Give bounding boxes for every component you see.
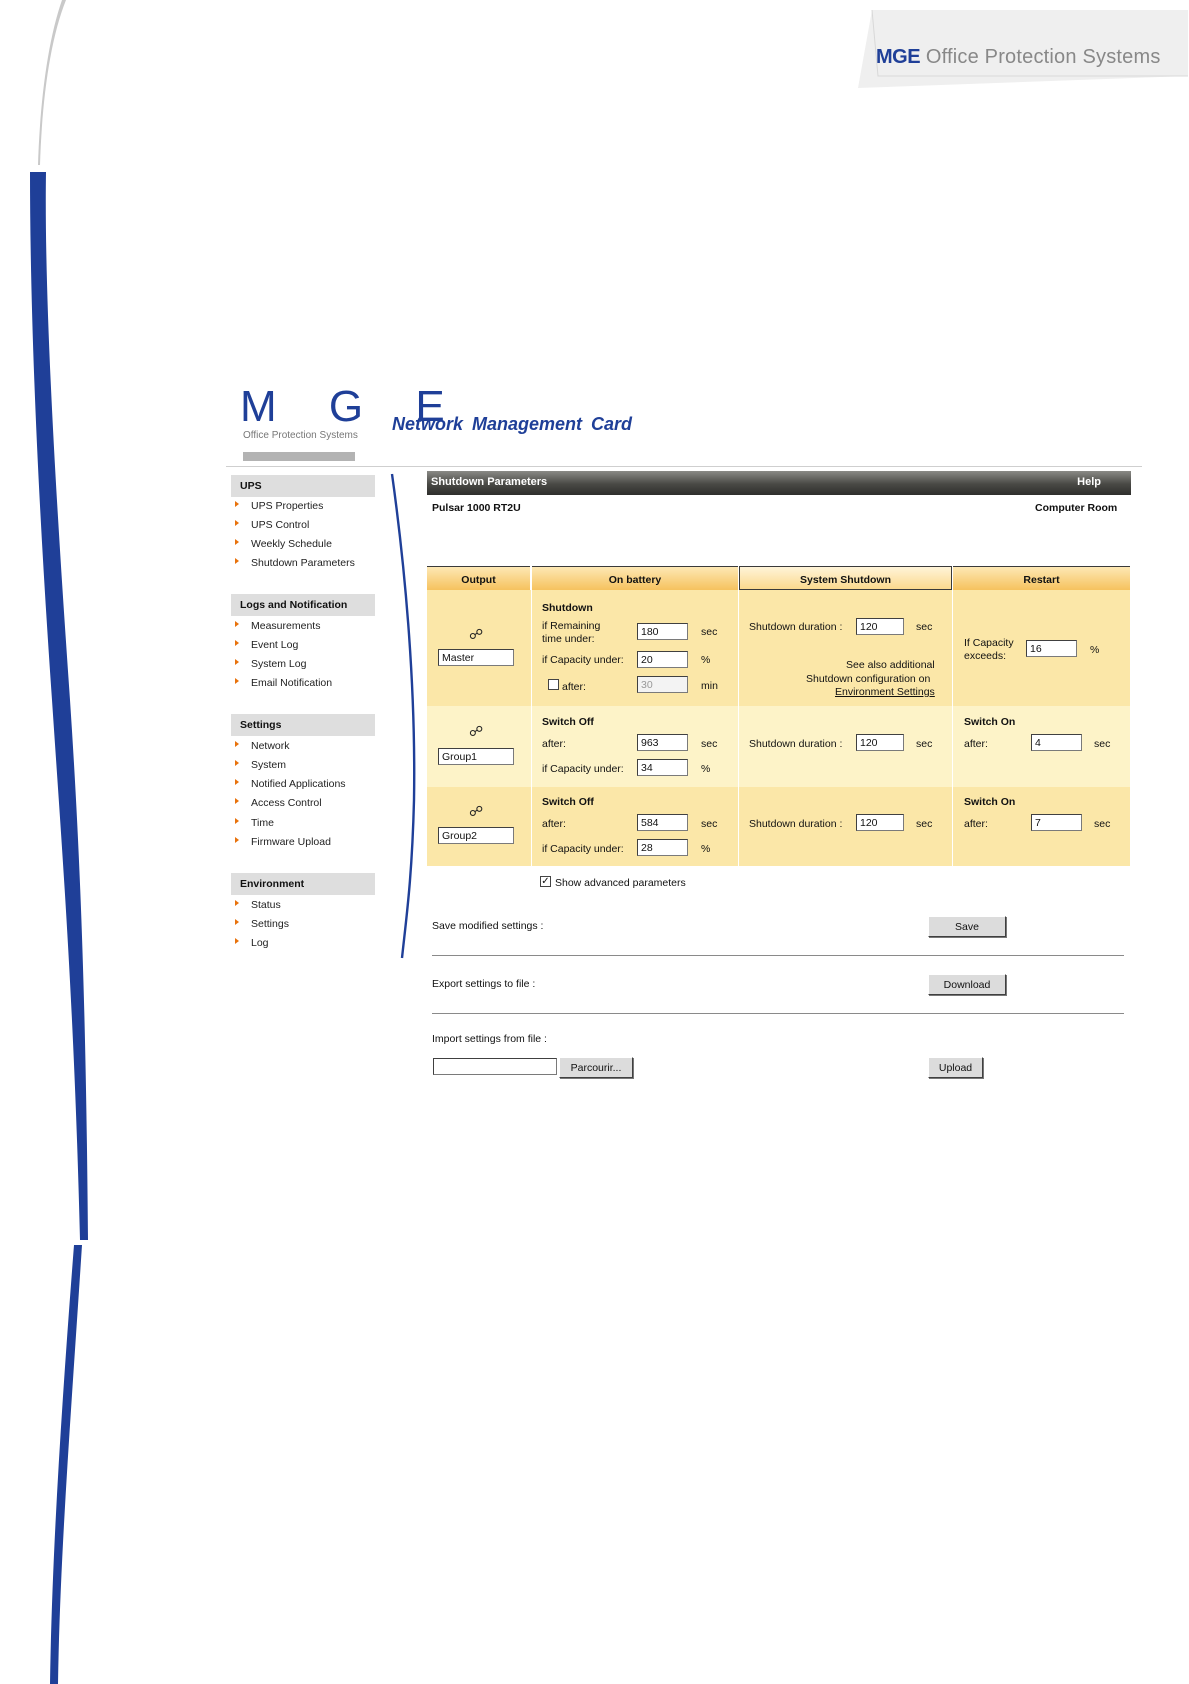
show-advanced-label: Show advanced parameters xyxy=(555,877,686,889)
remaining-label: if Remaining xyxy=(542,620,601,632)
group1-shutdown-field[interactable]: 120 xyxy=(856,734,904,751)
switch-on-heading: Switch On xyxy=(964,796,1016,808)
bullet-icon xyxy=(235,621,239,627)
import-file-input[interactable] xyxy=(433,1058,557,1075)
switch-on-heading: Switch On xyxy=(964,716,1016,728)
outlet-icon: ☍ xyxy=(469,723,484,739)
sidebar-item-weekly-schedule[interactable]: Weekly Schedule xyxy=(235,538,332,550)
header-divider xyxy=(226,466,1142,467)
col-output: Output xyxy=(427,566,530,590)
group1-restart-unit: sec xyxy=(1094,738,1111,750)
after-label: after: xyxy=(562,681,586,693)
remaining-time-field[interactable]: 180 xyxy=(637,623,688,640)
logo-subtitle: Office Protection Systems xyxy=(243,430,358,441)
bullet-icon xyxy=(235,659,239,665)
group2-after-field[interactable]: 584 xyxy=(637,814,688,831)
environment-settings-link[interactable]: Environment Settings xyxy=(835,686,935,698)
bullet-icon xyxy=(235,779,239,785)
bullet-icon xyxy=(235,501,239,507)
bullet-icon xyxy=(235,919,239,925)
export-label: Export settings to file : xyxy=(432,978,536,990)
bullet-icon xyxy=(235,938,239,944)
group1-shutdown-unit: sec xyxy=(916,738,933,750)
bullet-icon xyxy=(235,520,239,526)
group2-restart-field[interactable]: 7 xyxy=(1031,814,1082,831)
sidebar-item-system-log[interactable]: System Log xyxy=(235,658,306,670)
sidebar-item-env-log[interactable]: Log xyxy=(235,937,269,949)
bullet-icon xyxy=(235,900,239,906)
sidebar-item-system[interactable]: System xyxy=(235,759,286,771)
switch-off-heading: Switch Off xyxy=(542,716,594,728)
group2-shutdown-field[interactable]: 120 xyxy=(856,814,904,831)
sidebar-group-settings: Settings xyxy=(231,714,375,736)
group2-after-unit: sec xyxy=(701,818,718,830)
browse-button[interactable]: Parcourir... xyxy=(559,1057,633,1078)
sidebar-item-shutdown-parameters[interactable]: Shutdown Parameters xyxy=(235,557,355,569)
bullet-icon xyxy=(235,558,239,564)
brand-logo: MGE Office Protection Systems xyxy=(876,46,1161,68)
outlet-icon: ☍ xyxy=(469,803,484,819)
bullet-icon xyxy=(235,837,239,843)
sidebar-item-env-settings[interactable]: Settings xyxy=(235,918,289,930)
sidebar-item-email-notification[interactable]: Email Notification xyxy=(235,677,332,689)
import-label: Import settings from file : xyxy=(432,1033,547,1045)
save-label: Save modified settings : xyxy=(432,920,544,932)
remaining-label-2: time under: xyxy=(542,633,595,645)
restart-capacity-label: If Capacity xyxy=(964,637,1014,649)
capacity-label: if Capacity under: xyxy=(542,654,624,666)
logo-bar xyxy=(243,452,355,461)
switch-off-heading: Switch Off xyxy=(542,796,594,808)
save-button[interactable]: Save xyxy=(928,916,1006,937)
sidebar-item-access-control[interactable]: Access Control xyxy=(235,797,322,809)
sidebar-group-logs: Logs and Notification xyxy=(231,594,375,616)
device-location: Computer Room xyxy=(1035,502,1118,514)
bullet-icon xyxy=(235,741,239,747)
group1-capacity-label: if Capacity under: xyxy=(542,763,624,775)
group2-capacity-unit: % xyxy=(701,843,711,855)
shutdown-duration-field[interactable]: 120 xyxy=(856,618,904,635)
panel-titlebar xyxy=(427,471,1131,495)
group2-capacity-label: if Capacity under: xyxy=(542,843,624,855)
after-min-field[interactable]: 30 xyxy=(637,676,688,693)
device-name: Pulsar 1000 RT2U xyxy=(432,502,521,514)
bullet-icon xyxy=(235,818,239,824)
group1-capacity-unit: % xyxy=(701,763,711,775)
column-divider xyxy=(738,590,739,866)
shutdown-duration-unit: sec xyxy=(916,621,933,633)
group1-capacity-field[interactable]: 34 xyxy=(637,759,688,776)
capacity-field[interactable]: 20 xyxy=(637,651,688,668)
sidebar-item-event-log[interactable]: Event Log xyxy=(235,639,298,651)
sidebar-item-notified-applications[interactable]: Notified Applications xyxy=(235,778,346,790)
restart-capacity-label-2: exceeds: xyxy=(964,650,1007,662)
divider xyxy=(432,955,1124,956)
group2-shutdown-unit: sec xyxy=(916,818,933,830)
group1-after-unit: sec xyxy=(701,738,718,750)
col-on-battery: On battery xyxy=(532,566,738,590)
output-group1-field[interactable]: Group1 xyxy=(438,748,514,765)
bullet-icon xyxy=(235,539,239,545)
capacity-unit: % xyxy=(701,654,711,666)
bullet-icon xyxy=(235,798,239,804)
group1-restart-field[interactable]: 4 xyxy=(1031,734,1082,751)
restart-capacity-field[interactable]: 16 xyxy=(1026,640,1077,657)
group2-shutdown-label: Shutdown duration : xyxy=(749,818,843,830)
sidebar-item-time[interactable]: Time xyxy=(235,817,274,829)
see-also-text: See also additional xyxy=(846,659,935,671)
sidebar-group-ups: UPS xyxy=(231,475,375,497)
column-divider xyxy=(531,590,532,866)
bullet-icon xyxy=(235,640,239,646)
bullet-icon xyxy=(235,678,239,684)
group1-restart-label: after: xyxy=(964,738,988,750)
outlet-icon: ☍ xyxy=(469,626,484,642)
panel-title: Shutdown Parameters xyxy=(431,476,548,488)
after-unit: min xyxy=(701,680,718,692)
restart-capacity-unit: % xyxy=(1090,644,1100,656)
group2-restart-unit: sec xyxy=(1094,818,1111,830)
sidebar-item-ups-properties[interactable]: UPS Properties xyxy=(235,500,323,512)
output-master-field[interactable]: Master xyxy=(438,649,514,666)
help-link[interactable]: Help xyxy=(1077,476,1101,488)
see-also-text-2: Shutdown configuration on xyxy=(806,673,931,685)
sidebar-item-measurements[interactable]: Measurements xyxy=(235,620,320,632)
column-divider xyxy=(952,590,953,866)
sidebar-item-env-status[interactable]: Status xyxy=(235,899,281,911)
output-group2-field[interactable]: Group2 xyxy=(438,827,514,844)
group2-capacity-field[interactable]: 28 xyxy=(637,839,688,856)
upload-button[interactable]: Upload xyxy=(928,1057,983,1078)
group2-restart-label: after: xyxy=(964,818,988,830)
sidebar-item-firmware-upload[interactable]: Firmware Upload xyxy=(235,836,331,848)
row-master xyxy=(427,590,1130,706)
mge-logo: M G E xyxy=(240,382,465,431)
shutdown-duration-label: Shutdown duration : xyxy=(749,621,843,633)
show-advanced-checkbox[interactable]: ✓ xyxy=(541,876,550,887)
group1-shutdown-label: Shutdown duration : xyxy=(749,738,843,750)
switch-off-after-label: after: xyxy=(542,738,566,750)
group1-after-field[interactable]: 963 xyxy=(637,734,688,751)
col-system-shutdown: System Shutdown xyxy=(739,566,952,590)
col-restart: Restart xyxy=(953,566,1130,590)
app-title: Network Management Card xyxy=(392,414,633,434)
sidebar-group-environment: Environment xyxy=(231,873,375,895)
after-checkbox[interactable] xyxy=(548,679,559,690)
bullet-icon xyxy=(235,760,239,766)
switch-off-after-label: after: xyxy=(542,818,566,830)
remaining-unit: sec xyxy=(701,626,718,638)
divider xyxy=(432,1013,1124,1014)
sidebar-item-network[interactable]: Network xyxy=(235,740,290,752)
download-button[interactable]: Download xyxy=(928,974,1006,995)
sidebar-item-ups-control[interactable]: UPS Control xyxy=(235,519,309,531)
shutdown-heading: Shutdown xyxy=(542,602,593,614)
